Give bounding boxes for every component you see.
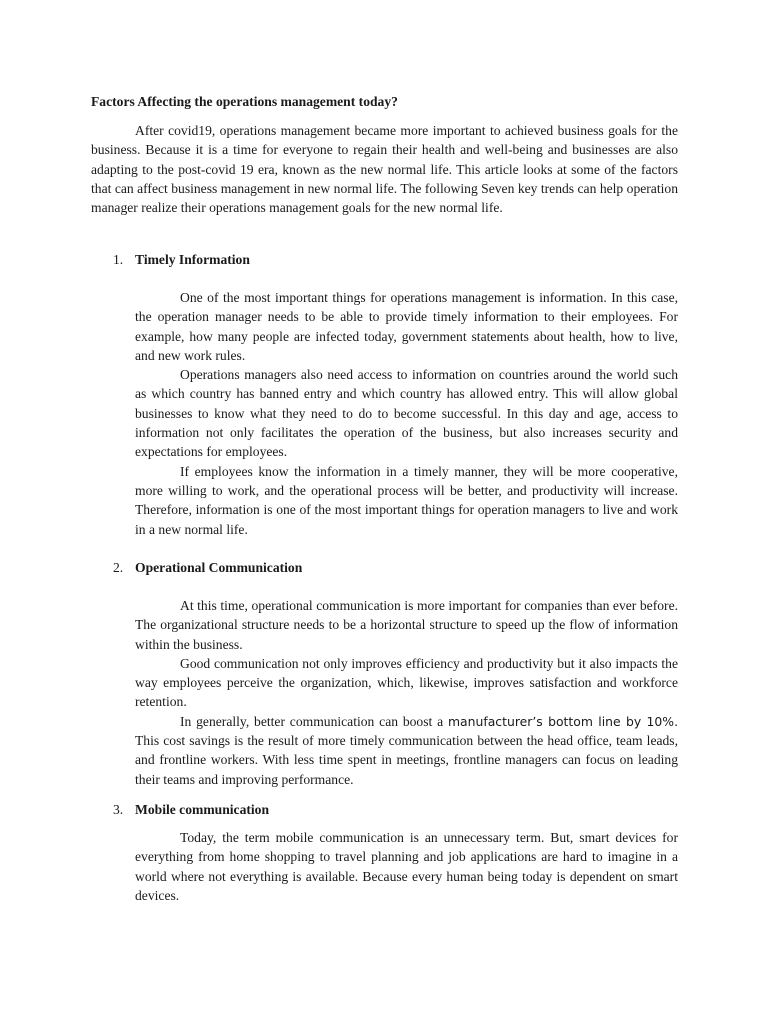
section-title: Timely Information — [135, 252, 250, 267]
intro-paragraph: After covid19, operations management became more important to achieved business goals for the business. Because it is a time for everyone to regain their health and well-being and businesses are also adapting to the post-covid 19 era, known as the new normal life. This article looks at some of the factors that can affect business management in new normal life. The following Seven key trends can help operation manager realize their operations management goals for the new normal life. — [91, 123, 678, 216]
section-heading-mobile-communication — [113, 800, 269, 819]
section-title: Operational Communication — [135, 560, 303, 575]
section-number: 1. — [113, 252, 124, 267]
section-body-timely-information — [135, 288, 678, 539]
section-heading-operational-communication — [113, 558, 302, 577]
paragraph: One of the most important things for operations management is information. In this case, the operation manager needs to be able to provide timely information to their employees. For example, how many people are infected today, government statements about health, how to live, and new work rules. — [135, 290, 678, 363]
paragraph: Today, the term mobile communication is an unnecessary term. But, smart devices for everything from home shopping to travel planning and job applications are hard to imagine in a world where not everything is available. Because every human being today is dependent on smart devices. — [135, 830, 678, 903]
paragraph: Operations managers also need access to information on countries around the world such as which country has banned entry and which country has allowed entry. This will allow global businesses to know what they need to do to become successful. In this day and age, access to information not only facilitates the operation of the business, but also increases security and expectations for employees. — [135, 367, 678, 460]
paragraph-rest: This cost savings is the result of more timely communication between the head office, team leads, and frontline workers. With less time spent in meetings, frontline managers can focus on leading their teams and improving performance. — [135, 733, 678, 787]
paragraph: If employees know the information in a timely manner, they will be more cooperative, more willing to work, and the operational process will be better, and productivity will increase. Therefore, information is one of the most important things for operation managers to live and work in a new normal life. — [135, 463, 678, 537]
section-number: 3. — [113, 802, 124, 817]
paragraph: At this time, operational communication is more important for companies than ever before. The organizational structure needs to be a horizontal structure to speed up the flow of information within the business. — [135, 598, 678, 652]
highlight-text: manufacturer’s bottom line by 10%. — [447, 713, 679, 729]
section-body-mobile-communication — [135, 828, 678, 905]
paragraph: Good communication not only improves efficiency and productivity but it also impacts the way employees perceive the organization, which, likewise, improves satisfaction and workforce retention. — [135, 655, 678, 710]
section-title: Mobile communication — [135, 802, 270, 817]
paragraph — [135, 712, 678, 789]
section-number: 2. — [113, 560, 124, 575]
document-title: Factors Affecting the operations management today? — [91, 94, 398, 109]
section-body-operational-communication — [135, 596, 678, 789]
paragraph-lead: In generally, better communication can boost a — [180, 713, 448, 729]
section-heading-timely-information — [113, 250, 250, 269]
